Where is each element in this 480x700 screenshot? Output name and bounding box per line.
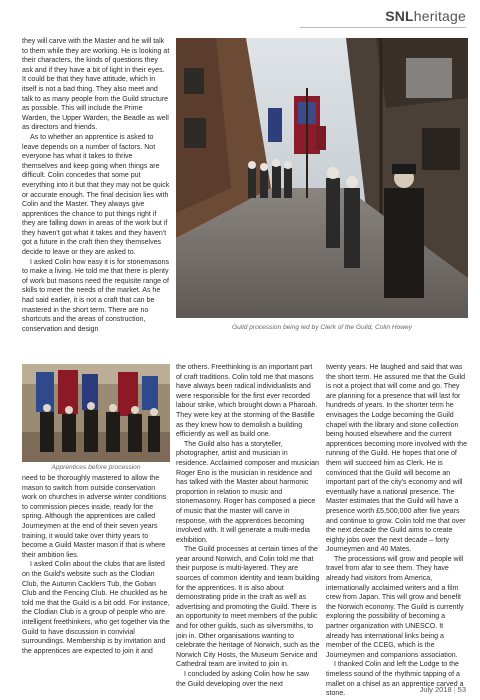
paragraph: As to whether an apprentice is asked to leave depends on a number of factors. Not everyone has what it takes to thrive themselves and keep going when things are difficult. Colin concedes that some put everything into it but that they may not be quick or accurate enough. The final decision lies with Colin and the Master. They always give apprentices the chance to put things right if they are falling down in areas of the work but if they haven't got what it takes and they haven't got a future in the craft then they themselves decide to leave or they are asked to. [22,133,170,257]
paragraph: twenty years. He laughed and said that was the short term. He assured me that the Guild is not a project that will come and go. They are planning for a presence that will last for hundreds of years. In the shorter term he envisages the Lodge becoming the Guild chapel with the library and stone collection being housed elsewhere and the current apprentices becoming more involved with the running of the Guild. He hopes that one of them will succeed him as Clerk. He is convinced that the Guild will become an important part of the city's economy and will eventually have a national presence. The Master estimates that the Guild will have a presence worth £5,500,000 after five years and continue to grow. Colin told me that over the next decade the Guild aims to create eighty jobs over the next decade – forty Journeymen and 40 Mates. [326,364,468,554]
column-1-top [22,37,170,359]
paragraph: I thanked Colin and left the Lodge to the timeless sound of the rhythmic tapping of a mallet on a chisel as an apprentice carved a stone. [326,661,464,697]
paragraph: need to be thoroughly mastered to allow the mason to switch from outside conservation work on churches in adverse winter conditions to commission pieces inside, ready for the spring. Although the apprentices are called Journeymen at the end of their seven years training, it would take over thirty years to become a Guild Master mason if that is where their ambition lies. [22,475,167,559]
paragraph: The Guild also has a storyteller, photographer, artist and musician in residence. Acclaimed composer and musician Roger Eno is the musician in residence and has talked with the Master about harmonic proportion in relation to music and stonemasonry. Roger has composed a piece of music that the master will carve in response, with the apprentices becoming involved with. It will generate a multi-media exhibition. [176,440,319,544]
main-photo-caption: Guild procession being led by Clerk of the Guild, Colin Howey [232,324,412,331]
page-footer [420,685,466,694]
paragraph: The processions will grow and people will travel from afar to see them. They have already had visitors from America, internationally acclaimed writers and a film crew from Japan. This will grow and benefit the Norwich economy. The Guild is currently exploring the possibility of becoming a partner organization with UNESCO. It already has international links being a member of the CCEG, which is the Journeymen and companions association. [326,555,464,659]
procession-photo [176,38,468,318]
apprentices-photo [22,364,170,462]
column-1-bottom [22,474,170,696]
header-brand-light: heritage [413,8,466,24]
header-brand-bold: SNL [385,8,414,24]
magazine-section-header [385,8,466,24]
page-number: 53 [457,685,466,694]
paragraph: they will carve with the Master and he will talk to them while they are working. He is looking at their characters, the kinds of questions they ask and if they have a bit of light in their eyes. It could be that they have attitude, which in itself is not a bad thing. They also meet and talk to as many people from the Guild structure as possible. This will include the Prime Warden, the Upper Warden, the Beadle as well as directors and friends. [22,38,170,132]
paragraph: I concluded by asking Colin how he saw the Guild developing over the next [176,671,309,688]
issue-date: July 2018 [419,685,452,694]
paragraph: I asked Colin about the clubs that are listed on the Guild's website such as the Clodian Club, the Autumn Cacklers Tub, the Goban Club and the Fencing Club. He chuckled as he told me that the Guild is a bit odd. For instance, the Clodian Club is a group of people who are intelligent freethinkers, who get together via the Guild to have discussion in convivial surroundings. Membership is by invitation and the apprentices are expected to join it and [22,561,170,655]
footer-separator: | [453,685,456,694]
header-rule [300,27,466,28]
column-3 [326,363,468,697]
paragraph: The Guild processes at certain times of the year around Norwich, and Colin told me that their purpose is multi-layered. They are sources of common identity and team building for the apprentices. It is also about demonstrating pride in the craft as well as advertising and promoting the Guild. There is an opportunity to meet members of the public and for other guilds, such as silversmiths, to join in. Other organisations wanting to celebrate the heritage of Norwich, such as the Norwich City Hosts, the Museum Service and Cathedral team are invited to join in. [176,546,320,669]
column-2 [176,363,320,697]
small-photo-caption: Apprentices before procession [51,464,141,471]
paragraph: the others. Freethinking is an important part of craft traditions. Colin told me that masons have always been radical individualists and were responsible for the first ever recorded labour strike, which brought down a Pharoah. They were key at the storming of the Bastille as they knew how to demolish a building efficiently as well as build one. [176,364,318,439]
paragraph: I asked Colin how easy it is for stonemasons to make a living. He told me that there is plenty of work but masons need the requisite range of skills to meet the needs of the market. As he had said earlier, it is not a craft that can be mastered in the short term. There are no shortcuts and the areas of construction, conservation and design [22,258,170,333]
